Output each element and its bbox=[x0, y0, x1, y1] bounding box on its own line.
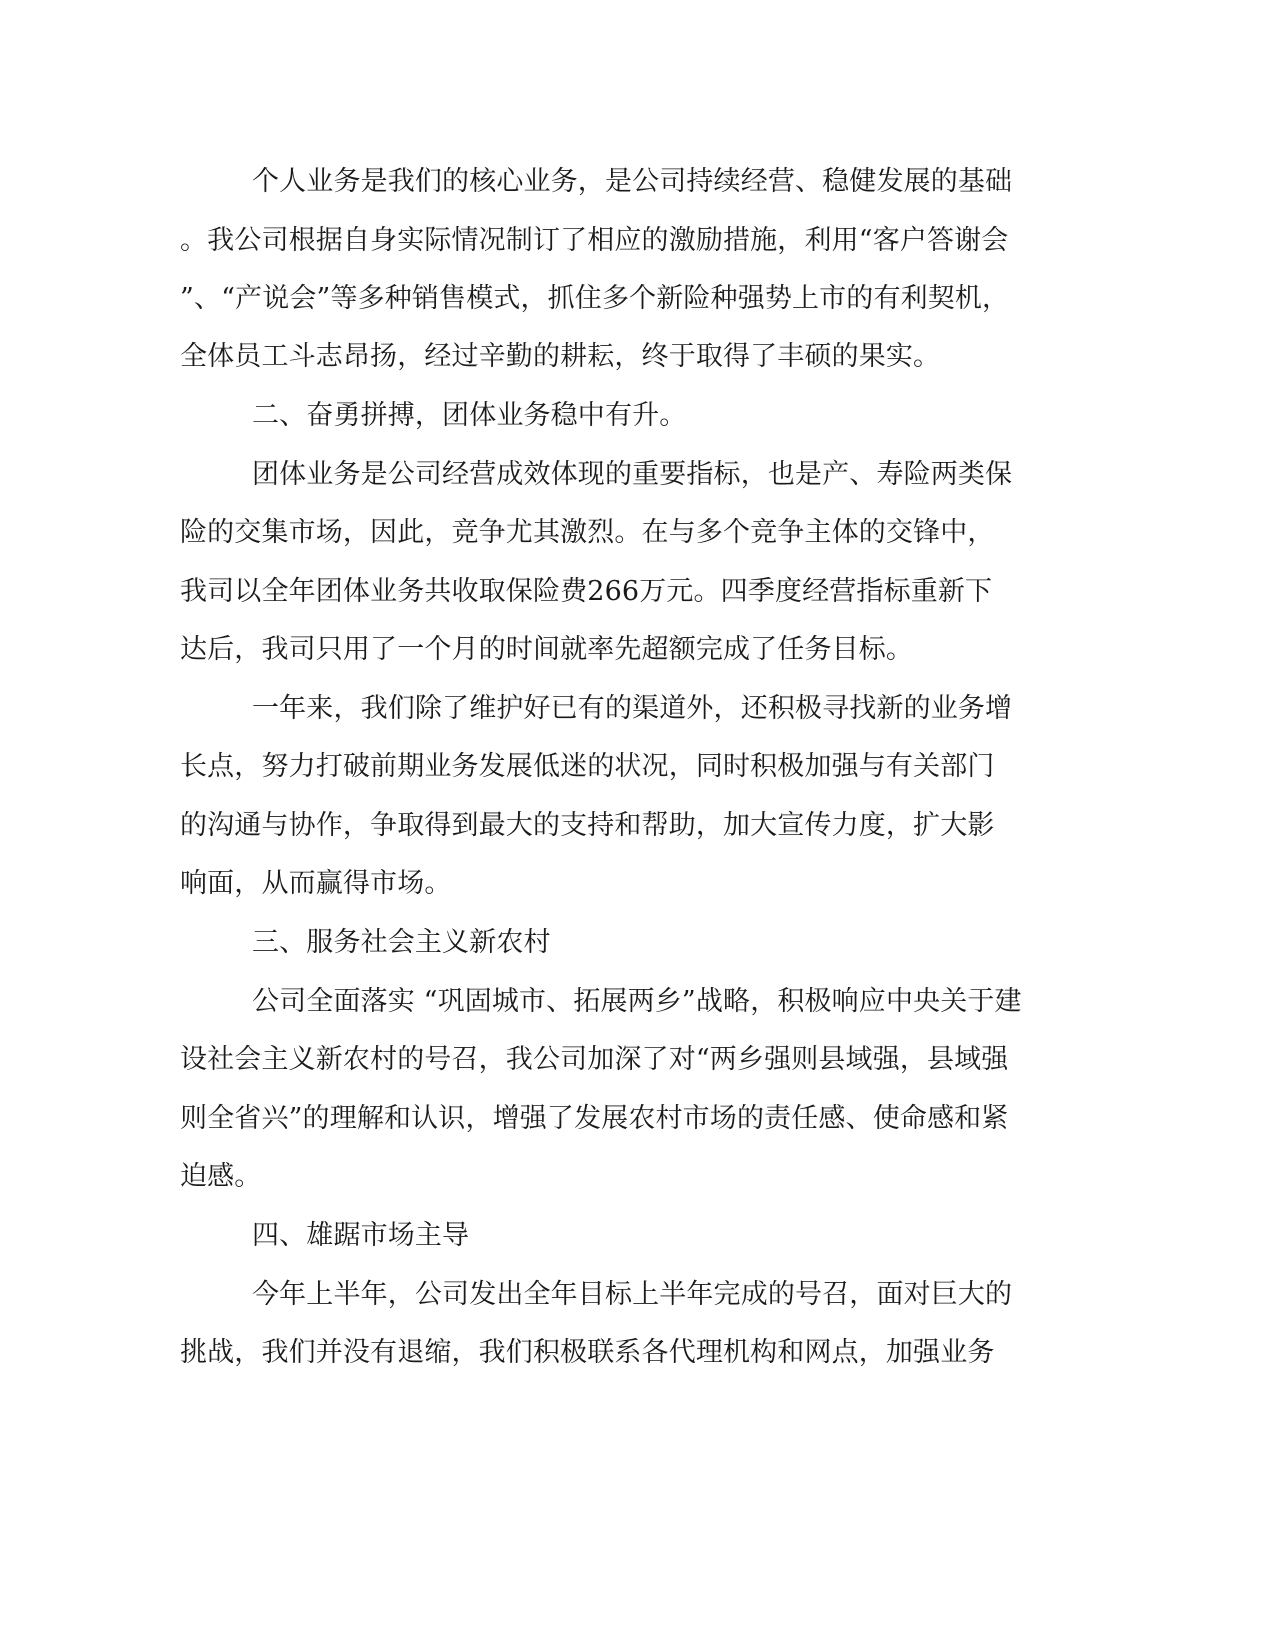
paragraph-3-line-4: 响面，从而赢得市场。 bbox=[180, 868, 452, 899]
paragraph-4-line-4: 迫感。 bbox=[180, 1161, 262, 1192]
paragraph-2-line-4: 达后，我司只用了一个月的时间就率先超额完成了任务目标。 bbox=[180, 634, 914, 665]
paragraph-2-line-1: 团体业务是公司经营成效体现的重要指标，也是产、寿险两类保 bbox=[252, 459, 1013, 490]
paragraph-5-line-1: 今年上半年，公司发出全年目标上半年完成的号召，面对巨大的 bbox=[252, 1279, 1013, 1310]
paragraph-1-line-4: 全体员工斗志昂扬，经过辛勤的耕耘，终于取得了丰硕的果实。 bbox=[180, 341, 941, 372]
paragraph-3-line-3: 的沟通与协作，争取得到最大的支持和帮助，加大宣传力度，扩大影 bbox=[180, 810, 995, 841]
section-heading-3: 三、服务社会主义新农村 bbox=[252, 927, 551, 958]
section-heading-4: 四、雄踞市场主导 bbox=[252, 1220, 470, 1251]
paragraph-3-line-2: 长点，努力打破前期业务发展低迷的状况，同时积极加强与有关部门 bbox=[180, 751, 995, 782]
paragraph-4-line-1: 公司全面落实 “巩固城市、拓展两乡”战略，积极响应中央关于建 bbox=[252, 986, 1022, 1017]
paragraph-1-line-1: 个人业务是我们的核心业务，是公司持续经营、稳健发展的基础 bbox=[252, 166, 1013, 197]
paragraph-4-line-2: 设社会主义新农村的号召，我公司加深了对“两乡强则县域强，县域强 bbox=[180, 1044, 1009, 1075]
paragraph-1-line-2: 。我公司根据自身实际情况制订了相应的激励措施，利用“客户答谢会 bbox=[180, 225, 1009, 256]
paragraph-5-line-2: 挑战，我们并没有退缩，我们积极联系各代理机构和网点，加强业务 bbox=[180, 1337, 995, 1368]
paragraph-2-line-3: 我司以全年团体业务共收取保险费266万元。四季度经营指标重新下 bbox=[180, 576, 993, 607]
paragraph-1-line-3: ”、“产说会”等多种销售模式，抓住多个新险种强势上市的有利契机， bbox=[180, 283, 1010, 314]
paragraph-2-line-2: 险的交集市场，因此，竞争尤其激烈。在与多个竞争主体的交锋中， bbox=[180, 517, 995, 548]
section-heading-2: 二、奋勇拼搏，团体业务稳中有升。 bbox=[252, 400, 687, 431]
paragraph-4-line-3: 则全省兴”的理解和认识，增强了发展农村市场的责任感、使命感和紧 bbox=[180, 1103, 1009, 1134]
paragraph-3-line-1: 一年来，我们除了维护好已有的渠道外，还积极寻找新的业务增 bbox=[252, 693, 1013, 724]
